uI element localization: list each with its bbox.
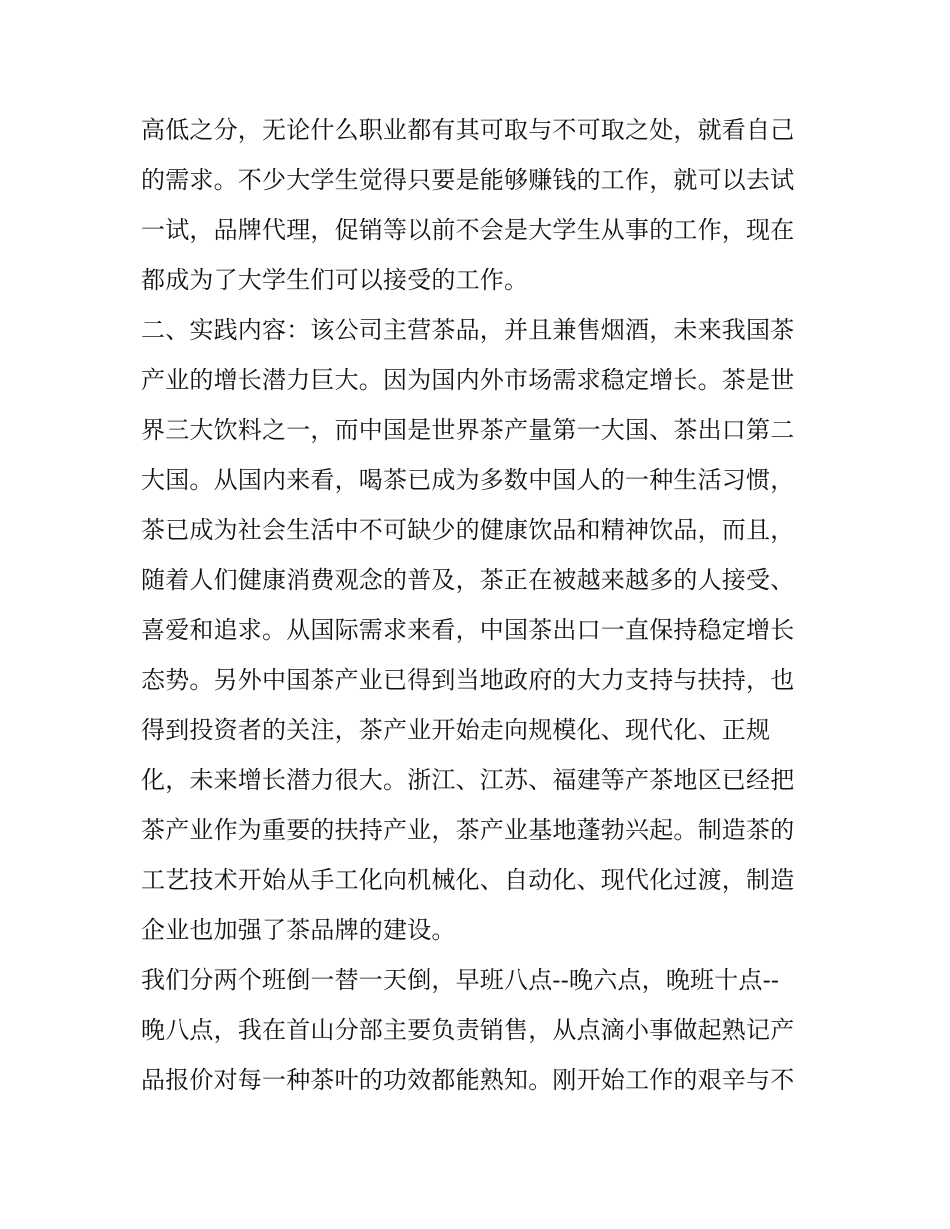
text-line-8: 大国。从国内来看，喝茶已成为多数中国人的一种生活习惯， [141,466,795,494]
text-line-13: 得到投资者的关注，茶产业开始走向规模化、现代化、正规 [141,716,771,744]
text-line-15: 茶产业作为重要的扶持产业，茶产业基地蓬勃兴起。制造茶的 [141,816,795,844]
text-line-3: 一试，品牌代理，促销等以前不会是大学生从事的工作，现在 [141,216,795,244]
text-line-12: 态势。另外中国茶产业已得到当地政府的大力支持与扶持，也 [141,666,795,694]
text-line-7: 界三大饮料之一，而中国是世界茶产量第一大国、茶出口第二 [141,416,795,444]
text-line-14: 化，未来增长潜力很大。浙江、江苏、福建等产茶地区已经把 [141,766,795,794]
text-line-16: 工艺技术开始从手工化向机械化、自动化、现代化过渡，制造 [141,866,795,894]
text-line-9: 茶已成为社会生活中不可缺少的健康饮品和精神饮品，而且， [141,516,795,544]
text-line-10: 随着人们健康消费观念的普及，茶正在被越来越多的人接受、 [141,566,795,594]
text-line-19: 晚八点，我在首山分部主要负责销售，从点滴小事做起熟记产 [141,1016,795,1044]
text-line-17: 企业也加强了茶品牌的建设。 [141,916,456,944]
text-line-6: 产业的增长潜力巨大。因为国内外市场需求稳定增长。茶是世 [141,366,795,394]
text-line-20: 品报价对每一种茶叶的功效都能熟知。刚开始工作的艰辛与不 [141,1066,795,1094]
text-line-18: 我们分两个班倒一替一天倒，早班八点--晚六点，晚班十点-- [141,966,780,994]
text-line-5: 二、实践内容：该公司主营茶品，并且兼售烟酒，未来我国茶 [141,316,795,344]
text-line-11: 喜爱和追求。从国际需求来看，中国茶出口一直保持稳定增长 [141,616,795,644]
text-line-4: 都成为了大学生们可以接受的工作。 [141,266,529,294]
text-line-2: 的需求。不少大学生觉得只要是能够赚钱的工作，就可以去试 [141,166,795,194]
text-line-1: 高低之分，无论什么职业都有其可取与不可取之处，就看自己 [141,116,795,144]
